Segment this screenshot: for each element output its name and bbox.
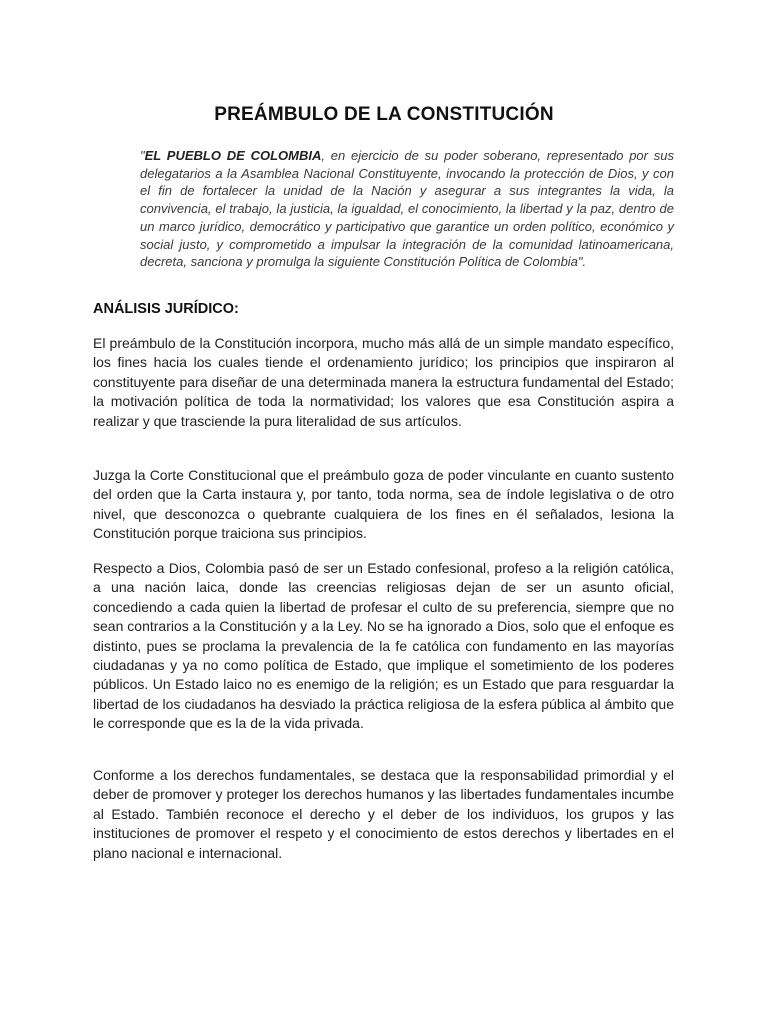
quote-body: , en ejercicio de su poder soberano, representado por sus delegatarios a la Asamblea Nacional Constituyente, invocando la protección de Dios, y con el fin de fortalecer la unidad de la Nación y asegurar a sus integrantes la vida, la convivencia, el trabajo, la justicia, la igualdad, el conocimiento, la libertad y la paz, dentro de un marco jurídico, democrático y participativo que garantice un orden político, económico y social justo, y comprometido a impulsar la integración de la comunidad latinoamericana, decreta, sanciona y promulga la siguiente Constitución Política de Colombia". (140, 148, 674, 270)
paragraph-religion: Respecto a Dios, Colombia pasó de ser un Estado confesional, profeso a la religión católica, a una nación laica, donde las creencias religiosas dejan de ser un asunto oficial, concediendo a cada quien la libertad de profesar el culto de su preferencia, siempre que no sean contrarios a la Constitución y a la Ley. No se ha ignorado a Dios, solo que el enfoque es distinto, pues se proclama la prevalencia de la fe católica con fundamento en las mayorías ciudadanas y ya no como política de Estado, que implique el sometimiento de los poderes públicos. Un Estado laico no es enemigo de la religión; es un Estado que para resguardar la libertad de los ciudadanos ha desviado la práctica religiosa de la esfera pública al ámbito que le corresponde que es la de la vida privada. (93, 560, 674, 732)
preamble-quote (140, 147, 674, 271)
paragraph-binding-power: Juzga la Corte Constitucional que el preámbulo goza de poder vinculante en cuanto sustento del orden que la Carta instaura y, por tanto, toda norma, sea de índole legislativa o de otro nivel, que desconozca o quebrante cualquiera de los fines en él señalados, lesiona la Constitución porque traiciona sus principios. (93, 467, 674, 542)
paragraph-preamble-purpose: El preámbulo de la Constitución incorpora, mucho más allá de un simple mandato específico, los fines hacia los cuales tiende el ordenamiento jurídico; los principios que inspiraron al constituyente para diseñar de una determinada manera la estructura fundamental del Estado; la motivación política de toda la normatividad; los valores que esa Constitución aspira a realizar y que trasciende la pura literalidad de sus artículos. (93, 335, 674, 429)
document-title: PREÁMBULO DE LA CONSTITUCIÓN (214, 104, 554, 125)
quote-open-mark: " (140, 148, 145, 163)
paragraph-fundamental-rights: Conforme a los derechos fundamentales, se destaca que la responsabilidad primordial y el deber de promover y proteger los derechos humanos y las libertades fundamentales incumbe al Estado. También reconoce el derecho y el deber de los individuos, los grupos y las instituciones de promover el respeto y el conocimiento de estos derechos y libertades en el plano nacional e internacional. (93, 767, 674, 861)
section-heading: ANÁLISIS JURÍDICO: (93, 301, 239, 317)
quote-lead: EL PUEBLO DE COLOMBIA (144, 148, 322, 163)
